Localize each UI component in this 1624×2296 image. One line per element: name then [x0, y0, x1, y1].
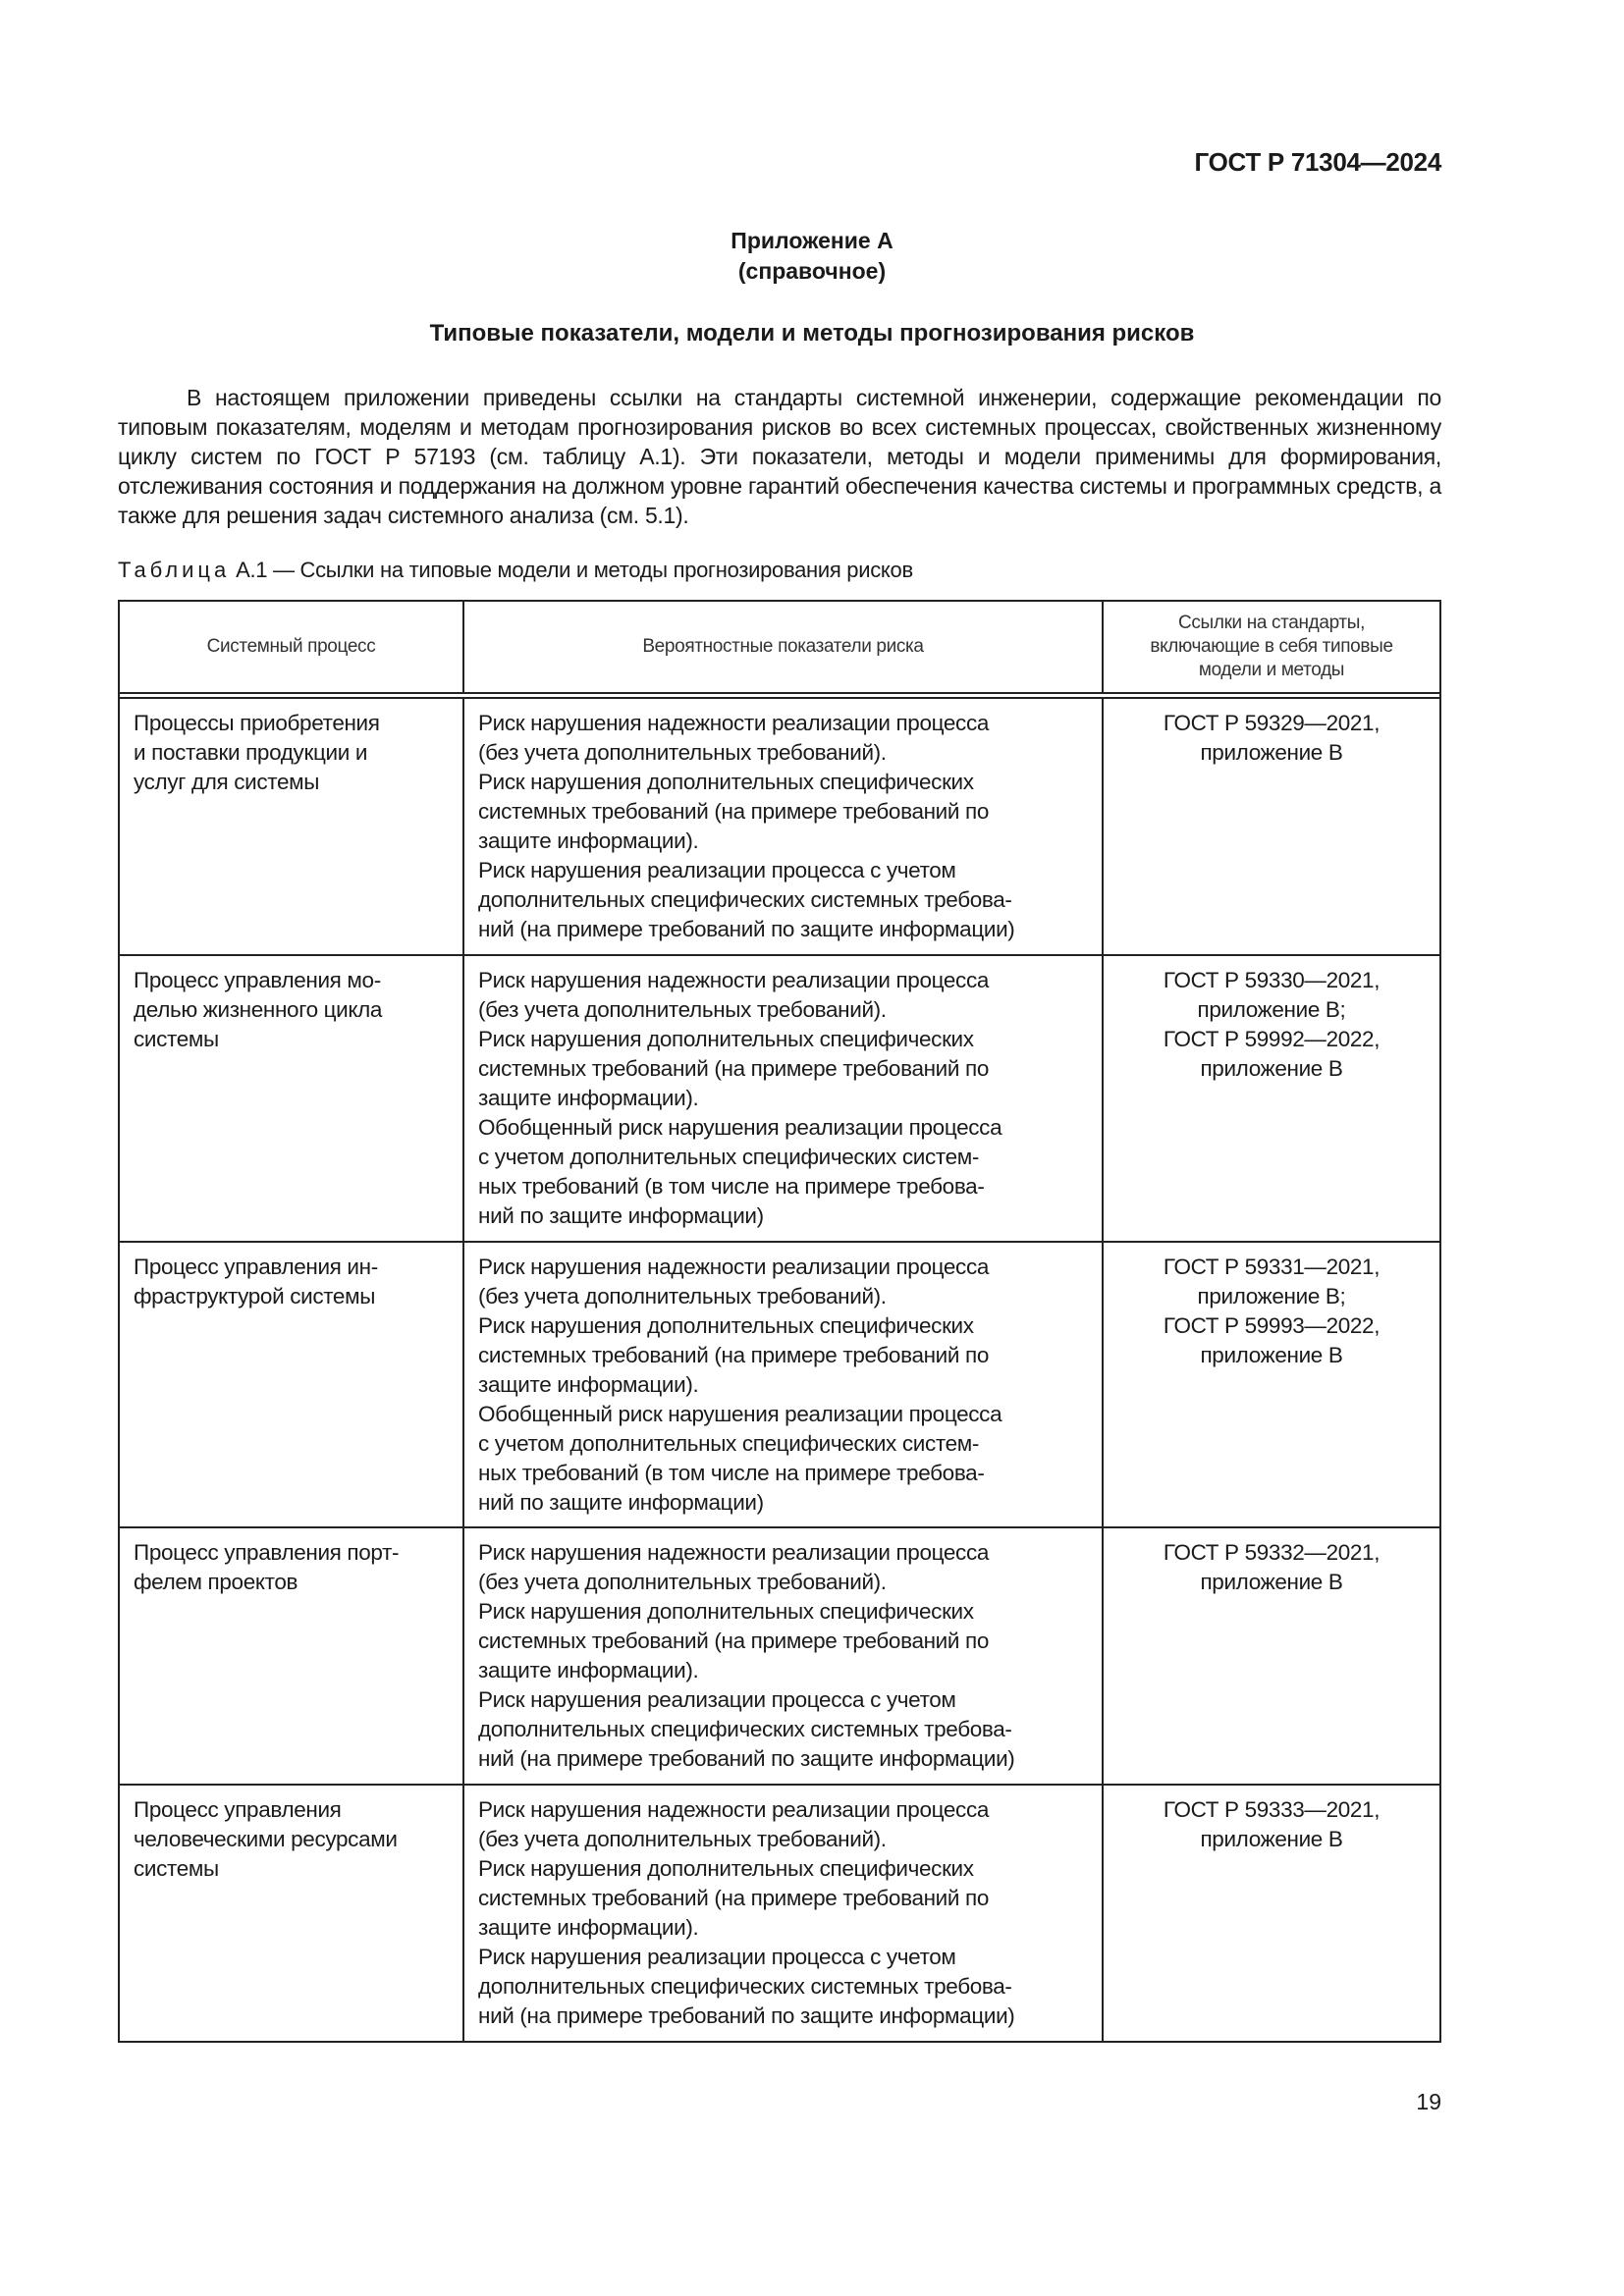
risk-models-table	[118, 600, 1441, 2043]
cell-process: Процессы приобретения и поставки продукции и услуг для системы	[134, 711, 380, 794]
document-code: ГОСТ Р 71304—2024	[1194, 147, 1441, 177]
header-refs: Ссылки на стандарты, включающие в себя типовые модели и методы	[1102, 602, 1439, 692]
cell-risks: Риск нарушения надежности реализации процесса (без учета дополнительных требований). Риск нарушения дополнительных специфических системных требований (на примере требований по защите информации). Обобщенный риск нарушения реализации процесса с учетом дополнительных специфических систем- ных требований (в том числе на примере требова- ний по защите информации)	[462, 1243, 1102, 1527]
annex-subtitle: (справочное)	[737, 258, 887, 284]
cell-refs: ГОСТ Р 59332—2021, приложение В	[1102, 1528, 1439, 1784]
intro-paragraph: В настоящем приложении приведены ссылки на стандарты системной инженерии, содержащие рекомендации по типовым показателям, моделям и методам прогнозирования рисков во всех системных процессах, свойственных жизненному циклу систем по ГОСТ Р 57193 (см. таблицу А.1). Эти показатели, методы и модели применимы для формирования, отслеживания состояния и поддержания на должном уровне гарантий обеспечения качества системы и программных средств, а также для решения задач системного анализа (см. 5.1).	[118, 385, 1441, 528]
table-caption	[118, 558, 913, 583]
cell-risks: Риск нарушения надежности реализации процесса (без учета дополнительных требований). Риск нарушения дополнительных специфических системных требований (на примере требований по защите информации). Обобщенный риск нарушения реализации процесса с учетом дополнительных специфических систем- ных требований (в том числе на примере требова- ний по защите информации)	[462, 956, 1102, 1241]
section-title: Типовые показатели, модели и методы прогнозирования рисков	[429, 320, 1195, 347]
cell-refs: ГОСТ Р 59330—2021, приложение В; ГОСТ Р 59992—2022, приложение В	[1102, 956, 1439, 1241]
table-row	[120, 697, 1439, 954]
table-caption-text: А.1 — Ссылки на типовые модели и методы прогнозирования рисков	[236, 558, 913, 582]
table-caption-prefix: Таблица	[118, 558, 231, 582]
cell-process: Процесс управления ин- фраструктурой системы	[134, 1255, 378, 1308]
cell-process: Процесс управления порт- фелем проектов	[134, 1540, 400, 1594]
annex-title: Приложение А	[731, 228, 893, 253]
header-process: Системный процесс	[206, 636, 376, 657]
table-row	[120, 1784, 1439, 2041]
cell-refs: ГОСТ Р 59333—2021, приложение В	[1102, 1786, 1439, 2041]
cell-process: Процесс управления мо- делью жизненного цикла системы	[134, 968, 383, 1051]
cell-risks: Риск нарушения надежности реализации процесса (без учета дополнительных требований). Риск нарушения дополнительных специфических системных требований (на примере требований по защите информации). Риск нарушения реализации процесса с учетом дополнительных специфических системных требова- ний (на примере требований по защите информации)	[462, 699, 1102, 954]
table-header-row	[120, 602, 1439, 694]
cell-refs: ГОСТ Р 59331—2021, приложение В; ГОСТ Р 59993—2022, приложение В	[1102, 1243, 1439, 1527]
header-risks: Вероятностные показатели риска	[462, 602, 1102, 692]
table-row	[120, 954, 1439, 1241]
cell-risks: Риск нарушения надежности реализации процесса (без учета дополнительных требований). Риск нарушения дополнительных специфических системных требований (на примере требований по защите информации). Риск нарушения реализации процесса с учетом дополнительных специфических системных требова- ний (на примере требований по защите информации)	[462, 1786, 1102, 2041]
cell-risks: Риск нарушения надежности реализации процесса (без учета дополнительных требований). Риск нарушения дополнительных специфических системных требований (на примере требований по защите информации). Риск нарушения реализации процесса с учетом дополнительных специфических системных требова- ний (на примере требований по защите информации)	[462, 1528, 1102, 1784]
annex-heading	[0, 226, 1624, 287]
page-number: 19	[1416, 2089, 1441, 2114]
table-row	[120, 1526, 1439, 1784]
cell-process: Процесс управления человеческими ресурсами системы	[134, 1797, 398, 1881]
cell-refs: ГОСТ Р 59329—2021, приложение В	[1102, 699, 1439, 954]
table-row	[120, 1241, 1439, 1526]
